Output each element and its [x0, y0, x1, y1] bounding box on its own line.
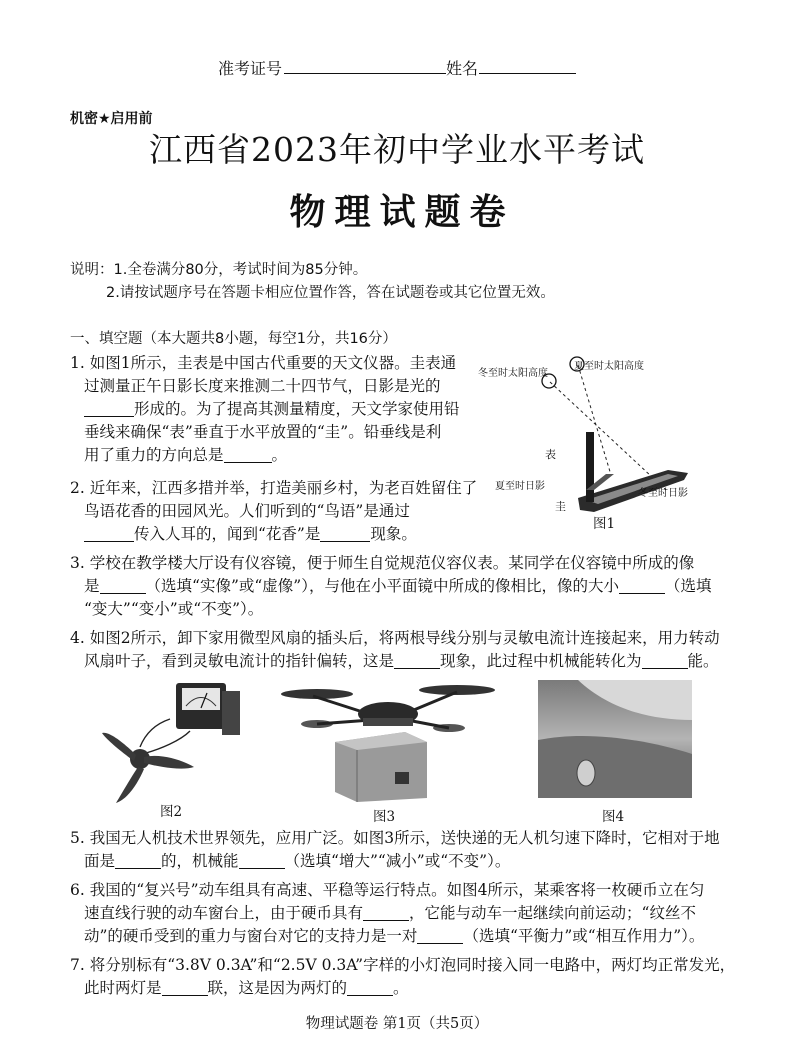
- fan-blade-icon: [102, 733, 136, 761]
- q4-blank-1[interactable]: [394, 653, 440, 669]
- paper-subtitle: 物理试题卷: [289, 191, 515, 233]
- question-2: 2. 近年来，江西多措并举，打造美丽乡村，为老百姓留住了 鸟语花香的田园风光。人们听到的“鸟语”是通过 传入人耳的，闻到“花香”是 现象。: [70, 479, 478, 543]
- q6-line-3: 动”的硬币受到的重力与窗台对它的支持力是一对: [84, 927, 418, 945]
- q1-blank-2[interactable]: [224, 447, 272, 463]
- q6-line-1: 6. 我国的“复兴号”动车组具有高速、平稳等运行特点。如图4所示，某乘客将一枚硬币立在匀: [70, 881, 705, 899]
- question-6: 6. 我国的“复兴号”动车组具有高速、平稳等运行特点。如图4所示，某乘客将一枚硬币立在匀 速直线行驶的动车窗台上，由于硬币具有 ，它能与动车一起继续向前运动；“纹丝不 动”的硬币受到的重力与窗台对它的支持力是一对 （选填“平衡力”或“相互作用力”）。: [70, 881, 705, 945]
- q6-blank-1[interactable]: [363, 905, 409, 921]
- delivery-drone-image: [277, 680, 499, 805]
- q3-line-2: （选填“实像”或“虚像”），与他在小平面镜中所成的像相比，像的大小: [145, 577, 619, 595]
- q1-blank-1[interactable]: [84, 401, 134, 417]
- q7-line-1: 7. 将分别标有“3.8V 0.3A”和“2.5V 0.3A”字样的小灯泡同时接入同一电路中，两灯均正常发光，: [70, 956, 736, 974]
- q4-blank-2[interactable]: [642, 653, 688, 669]
- q4-line-2: 风扇叶子，看到灵敏电流计的指针偏转，这是: [84, 652, 395, 670]
- q2-blank-1[interactable]: [84, 526, 134, 542]
- secret-mark: 机密★启用前: [70, 111, 153, 127]
- question-3: 3. 学校在教学楼大厅设有仪容镜，便于师生自觉规范仪容仪表。某同学在仪容镜中所成的像 是 （选填“实像”或“虚像”），与他在小平面镜中所成的像相比，像的大小 （选填 “变大”“变小”或“不变”）。: [70, 554, 712, 618]
- q1-line-2: 过测量正午日影长度来推测二十四节气，日影是光的: [84, 377, 441, 395]
- q2-line-2: 鸟语花香的田园风光。人们听到的“鸟语”是通过: [84, 502, 410, 520]
- q7-blank-1[interactable]: [162, 980, 208, 996]
- winter-sun-label: 冬至时太阳高度: [478, 368, 548, 379]
- q3-blank-1[interactable]: [100, 578, 146, 594]
- summer-sun-label: 夏至时太阳高度: [574, 361, 644, 372]
- summer-shadow-label: 夏至时日影: [495, 481, 545, 492]
- q2-line-3: 传入人耳的，闻到“花香”是: [134, 525, 321, 543]
- q3-line-3: “变大”“变小”或“不变”）。: [84, 600, 264, 618]
- question-5: 5. 我国无人机技术世界领先，应用广泛。如图3所示，送快递的无人机匀速下降时，它相对于地 面是 的，机械能 （选填“增大”“减小”或“不变”）。: [70, 829, 720, 870]
- q1-line-5: 用了重力的方向总是: [84, 446, 224, 464]
- gnomon-label: 表: [545, 448, 556, 461]
- note-2: 2.请按试题序号在答题卡相应位置作答，答在试题卷或其它位置无效。: [106, 285, 555, 301]
- page-footer: 物理试题卷 第1页（共5页）: [305, 1016, 489, 1032]
- note-1: 说明：1.全卷满分80分，考试时间为85分钟。: [70, 262, 368, 278]
- figure-1: [478, 350, 708, 535]
- exam-ticket-row: [0, 56, 794, 78]
- q6-line-2: 速直线行驶的动车窗台上，由于硬币具有: [84, 904, 364, 922]
- figure-2-caption: 图2: [160, 804, 183, 820]
- base-label: 圭: [555, 500, 566, 513]
- name-label: 姓名: [446, 59, 479, 78]
- figure-1-caption: 图1: [593, 516, 616, 532]
- q1-line-1: 1. 如图1所示，圭表是中国古代重要的天文仪器。圭表通: [70, 354, 457, 372]
- section-heading: 一、填空题（本大题共8小题，每空1分，共16分）: [70, 331, 397, 347]
- q1-line-3: 形成的。为了提高其测量精度，天文学家使用铅: [134, 400, 460, 418]
- figure-4: [538, 680, 692, 828]
- q2-blank-2[interactable]: [320, 526, 370, 542]
- train-window-coin-image: [538, 680, 692, 798]
- q6-blank-2[interactable]: [417, 928, 463, 944]
- q1-line-4: 垂线来确保“表”垂直于水平放置的“圭”。铅垂线是利: [84, 423, 442, 441]
- question-4: 4. 如图2所示，卸下家用微型风扇的插头后，将两根导线分别与灵敏电流计连接起来，用力转动 风扇叶子，看到灵敏电流计的指针偏转，这是 现象，此过程中机械能转化为 能。: [70, 629, 720, 670]
- figure-2: [100, 675, 250, 823]
- figure-3: [277, 680, 499, 828]
- name-blank[interactable]: [479, 58, 576, 74]
- gnomon-biao-shape: [586, 432, 594, 502]
- figure-3-caption: 图3: [373, 809, 396, 825]
- exam-title: 江西省2023年初中学业水平考试: [149, 130, 645, 169]
- q5-line-2: 面是: [84, 852, 116, 870]
- ticket-label: 准考证号: [218, 59, 283, 78]
- ticket-number-blank[interactable]: [284, 58, 446, 74]
- q4-line-1: 4. 如图2所示，卸下家用微型风扇的插头后，将两根导线分别与灵敏电流计连接起来，用力转动: [70, 629, 720, 647]
- q5-blank-1[interactable]: [115, 853, 161, 869]
- winter-shadow-label: 冬至时日影: [638, 488, 688, 499]
- q3-line-1: 3. 学校在教学楼大厅设有仪容镜，便于师生自觉规范仪容仪表。某同学在仪容镜中所成的像: [70, 554, 695, 572]
- q3-blank-2[interactable]: [619, 578, 665, 594]
- figure-4-caption: 图4: [602, 809, 625, 825]
- question-7: 7. 将分别标有“3.8V 0.3A”和“2.5V 0.3A”字样的小灯泡同时接入同一电路中，两灯均正常发光， 此时两灯是 联，这是因为两灯的 。: [70, 956, 736, 997]
- q5-blank-2[interactable]: [239, 853, 285, 869]
- fan-galvanometer-image: [100, 675, 250, 805]
- q7-line-2: 此时两灯是: [84, 979, 162, 997]
- q2-line-1: 2. 近年来，江西多措并举，打造美丽乡村，为老百姓留住了: [70, 479, 478, 497]
- question-1: 1. 如图1所示，圭表是中国古代重要的天文仪器。圭表通 过测量正午日影长度来推测二十四节气，日影是光的 形成的。为了提高其测量精度，天文学家使用铅 垂线来确保“表”垂直于水平放置的“圭”。铅垂线是利 用了重力的方向总是 。: [70, 354, 460, 464]
- q5-line-1: 5. 我国无人机技术世界领先，应用广泛。如图3所示，送快递的无人机匀速下降时，它相对于地: [70, 829, 720, 847]
- q7-blank-2[interactable]: [347, 980, 393, 996]
- coin-icon: [577, 760, 595, 786]
